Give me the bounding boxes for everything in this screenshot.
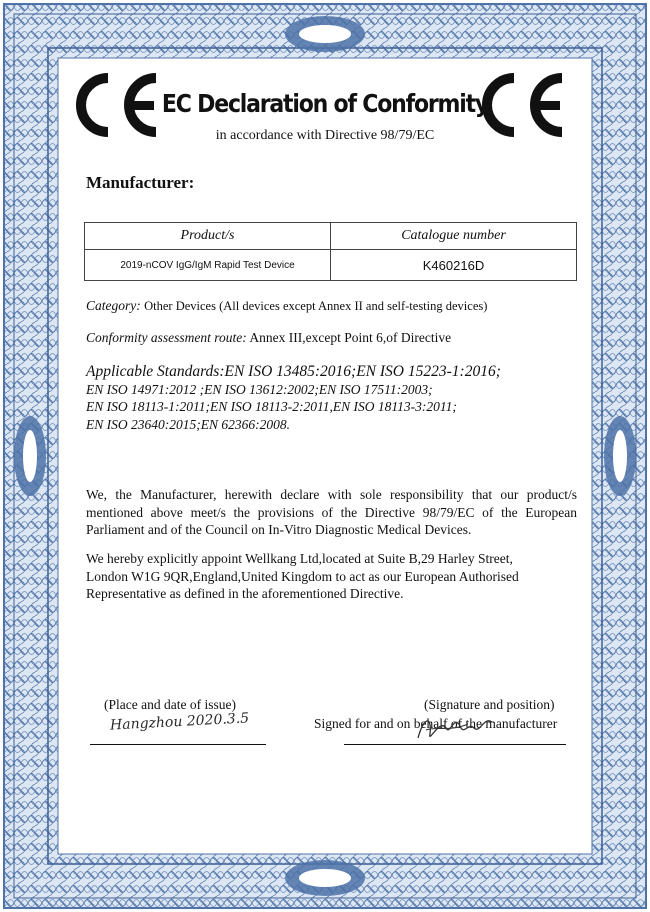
signature-label: (Signature and position) [424,697,555,712]
place-date-label: (Place and date of issue) [104,697,236,712]
standards-line: EN ISO 14971:2012 ;EN ISO 13612:2002;EN ISO 17511:2003; [86,381,433,397]
place-date-handwriting: Hangzhou 2020.3.5 [109,710,250,734]
product-table [84,222,577,281]
table-header-row [85,223,577,250]
appointment-line: Representative as defined in the aforementioned Directive. [86,586,404,601]
conformity-route-text: Annex III,except Point 6,of Directive [249,330,452,345]
document-title: EC Declaration of Conformity [161,90,489,119]
standards-line: Applicable Standards:EN ISO 13485:2016;EN ISO 15223-1:2016; [86,363,501,380]
standards-line: EN ISO 23640:2015;EN 62366:2008. [86,416,290,432]
table-cell-catalogue: K460216D [331,250,577,281]
standards-line: EN ISO 18113-1:2011;EN ISO 18113-2:2011,EN ISO 18113-3:2011; [86,399,457,414]
ce-mark-left-icon [72,70,162,140]
declaration-paragraph: We, the Manufacturer, herewith declare with sole responsibility that our product/s mentioned above meet/s the provisions of the Directive 98/79/EC of the European Parliament and of the Council on In-Vitro Diagnostic Medical Devices. [86,487,577,537]
signature-scribble-icon [410,708,500,748]
table-header-product: Product/s [85,223,331,250]
signed-for-text: Signed for and on behalf of the manufacturer [314,716,558,731]
standards-block [86,363,501,433]
table-row [85,250,577,281]
table-cell-product: 2019-nCOV IgG/IgM Rapid Test Device [85,250,331,281]
conformity-route-label: Conformity assessment route: [86,330,247,345]
category-text: Other Devices (All devices except Annex II and self-testing devices) [144,299,488,313]
signature-line [344,744,566,745]
category-label: Category: [86,298,141,313]
table-header-catalogue: Catalogue number [331,223,577,250]
place-date-line [90,744,266,745]
appointment-paragraph [86,550,577,603]
category-line [86,298,487,314]
appointment-line: We hereby explicitly appoint Wellkang Ltd,located at Suite B,29 Harley Street, [86,551,513,566]
manufacturer-heading: Manufacturer: [86,173,195,192]
conformity-route-line [86,330,451,346]
appointment-line: London W1G 9QR,England,United Kingdom to act as our European Authorised [86,568,519,584]
document-subtitle: in accordance with Directive 98/79/EC [215,128,435,143]
